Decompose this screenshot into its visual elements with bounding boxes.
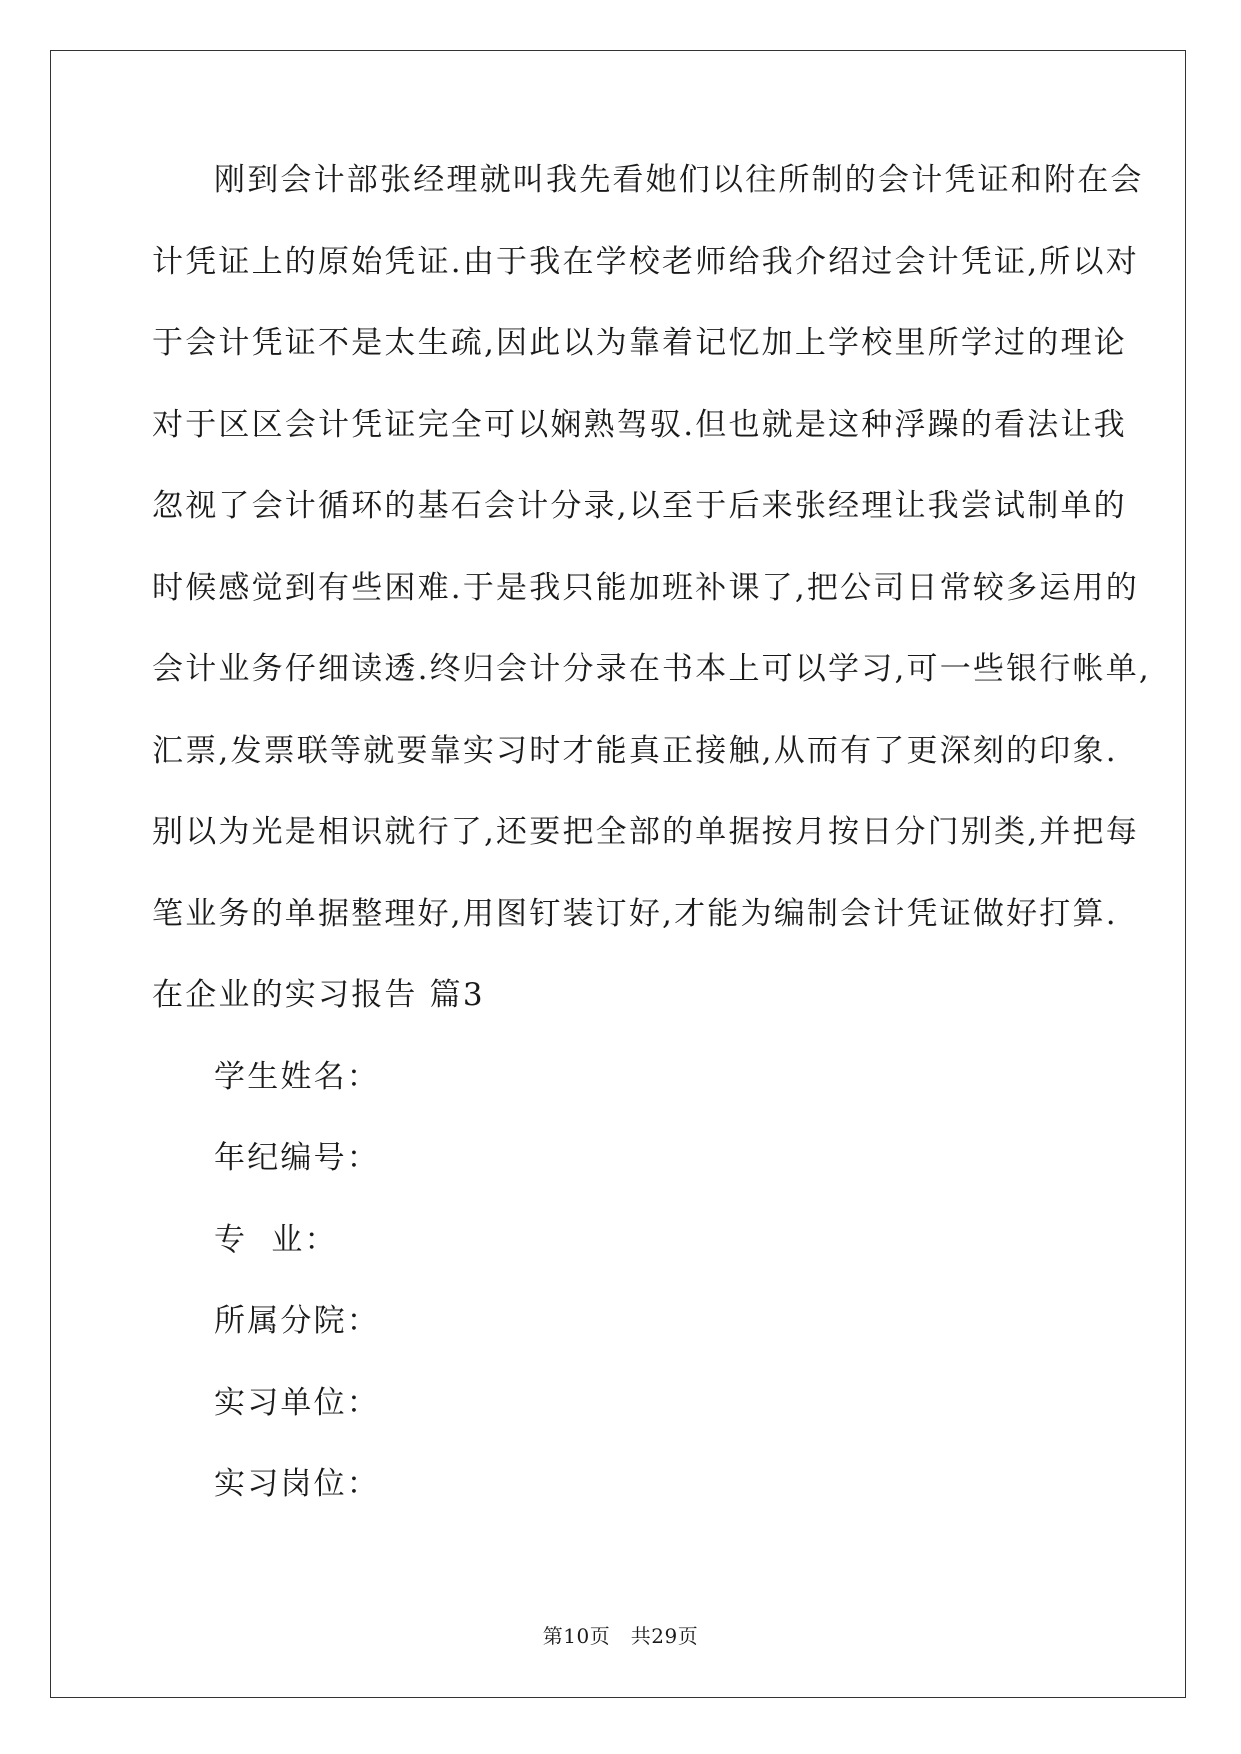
body-paragraph (152, 162, 1151, 978)
paragraph-line: 刚到会计部张经理就叫我先看她们以往所制的会计凭证和附在会 (214, 162, 1144, 198)
paragraph-line: 汇票,发票联等就要靠实习时才能真正接触,从而有了更深刻的印象. (152, 732, 1118, 769)
paragraph-line: 别以为光是相识就行了,还要把全部的单据按月按日分门别类,并把每 (152, 814, 1139, 850)
paragraph-line: 对于区区会计凭证完全可以娴熟驾驭.但也就是这种浮躁的看法让我 (152, 406, 1127, 443)
page-footer: 第10页 共29页 (542, 1624, 699, 1648)
form-field-internship-position: 实习岗位： (214, 1466, 380, 1502)
paragraph-line: 忽视了会计循环的基石会计分录,以至于后来张经理让我尝试制单的 (152, 488, 1127, 524)
form-field-student-name: 学生姓名： (214, 1058, 380, 1095)
paragraph-line: 会计业务仔细读透.终归会计分录在书本上可以学习,可一些银行帐单, (152, 651, 1151, 687)
document-body (152, 162, 1151, 1549)
paragraph-line: 时候感觉到有些困难.于是我只能加班补课了,把公司日常较多运用的 (152, 569, 1139, 606)
form-field-college: 所属分院： (214, 1303, 380, 1339)
section-heading: 在企业的实习报告 篇3 (152, 977, 485, 1013)
paragraph-line: 笔业务的单据整理好,用图钉装订好,才能为编制会计凭证做好打算. (152, 895, 1118, 932)
form-field-grade-number: 年纪编号： (214, 1140, 380, 1176)
form-field-list (152, 1060, 1092, 1549)
paragraph-line: 计凭证上的原始凭证.由于我在学校老师给我介绍过会计凭证,所以对 (152, 243, 1139, 280)
form-field-internship-unit: 实习单位： (214, 1384, 380, 1421)
paragraph-line: 于会计凭证不是太生疏,因此以为靠着记忆加上学校里所学过的理论 (152, 325, 1127, 361)
form-field-major: 专 业： (214, 1221, 338, 1258)
